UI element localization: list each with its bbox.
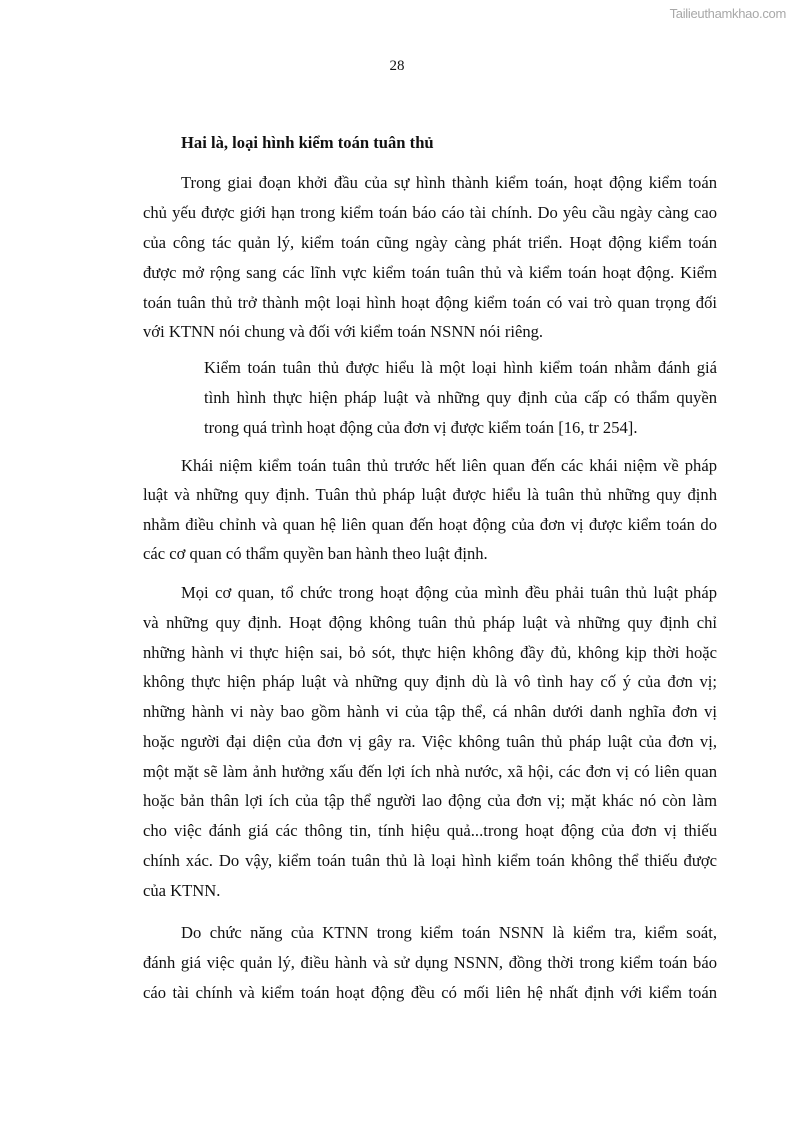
paragraph-line: hoặc bản thân lợi ích của tập thể người lao động của đơn vị; mặt khác nó còn làm: [143, 791, 717, 810]
paragraph-line: không thực hiện pháp luật và những quy định dù là vô tình hay cố ý của đơn vị;: [143, 672, 717, 691]
paragraph-line: được mở rộng sang các lĩnh vực kiểm toán tuân thủ và kiểm toán hoạt động. Kiểm: [143, 263, 717, 282]
paragraph-line: Mọi cơ quan, tổ chức trong hoạt động của mình đều phải tuân thủ luật pháp: [181, 583, 717, 602]
paragraph-line: các cơ quan có thẩm quyền ban hành theo luật định.: [143, 544, 488, 563]
paragraph-line: một mặt sẽ làm ảnh hưởng xấu đến lợi ích nhà nước, xã hội, các đơn vị có liên quan: [143, 762, 717, 781]
paragraph-line: toán tuân thủ trở thành một loại hình hoạt động kiểm toán có vai trò quan trọng đối: [143, 293, 717, 312]
paragraph-line: với KTNN nói chung và đối với kiểm toán NSNN nói riêng.: [143, 322, 544, 341]
paragraph-line: chính xác. Do vậy, kiểm toán tuân thủ là loại hình kiểm toán không thể thiếu được: [143, 851, 717, 870]
paragraph-line: cho việc đánh giá các thông tin, tính hiệu quả...trong hoạt động của đơn vị thiếu: [143, 821, 717, 840]
paragraph-line: Khái niệm kiểm toán tuân thủ trước hết liên quan đến các khái niệm về pháp: [181, 456, 717, 475]
paragraph-line: những hành vi này bao gồm hành vi của tập thể, cá nhân dưới danh nghĩa đơn vị: [143, 702, 717, 721]
paragraph-line: chủ yếu được giới hạn trong kiểm toán báo cáo tài chính. Do yêu cầu ngày càng cao: [143, 203, 717, 222]
paragraph-line: hoặc người đại diện của đơn vị gây ra. Việc không tuân thủ pháp luật của đơn vị,: [143, 732, 717, 751]
quote-line: tình hình thực hiện pháp luật và những quy định của cấp có thẩm quyền: [204, 388, 717, 407]
paragraph-line: và những quy định. Hoạt động không tuân thủ pháp luật và những quy định chỉ: [143, 613, 717, 632]
paragraph-line: Trong giai đoạn khởi đầu của sự hình thành kiểm toán, hoạt động kiểm toán: [181, 173, 717, 192]
paragraph-line: nhằm điều chỉnh và quan hệ liên quan đến hoạt động của đơn vị được kiểm toán do: [143, 515, 717, 534]
quote-line: Kiểm toán tuân thủ được hiểu là một loại hình kiểm toán nhằm đánh giá: [204, 358, 717, 377]
section-heading: Hai là, loại hình kiểm toán tuân thủ: [181, 133, 434, 152]
paragraph-line: cáo tài chính và kiểm toán hoạt động đều có mối liên hệ nhất định với kiểm toán: [143, 983, 717, 1002]
paragraph-line: Do chức năng của KTNN trong kiểm toán NSNN là kiểm tra, kiểm soát,: [181, 923, 717, 942]
watermark: Tailieuthamkhao.com: [669, 6, 786, 21]
quote-line: trong quá trình hoạt động của đơn vị được kiểm toán [16, tr 254].: [204, 418, 638, 437]
paragraph-line: của KTNN.: [143, 881, 221, 900]
page-number: 28: [389, 58, 405, 74]
paragraph-line: luật và những quy định. Tuân thủ pháp luật được hiểu là tuân thủ những quy định: [143, 485, 717, 504]
paragraph-line: đánh giá việc quản lý, điều hành và sử dụng NSNN, đồng thời trong kiểm toán báo: [143, 953, 717, 972]
paragraph-line: những hành vi thực hiện sai, bỏ sót, thực hiện không đầy đủ, không kịp thời hoặc: [143, 643, 717, 662]
paragraph-line: của công tác quản lý, kiểm toán cũng ngày càng phát triển. Hoạt động kiểm toán: [143, 233, 717, 252]
